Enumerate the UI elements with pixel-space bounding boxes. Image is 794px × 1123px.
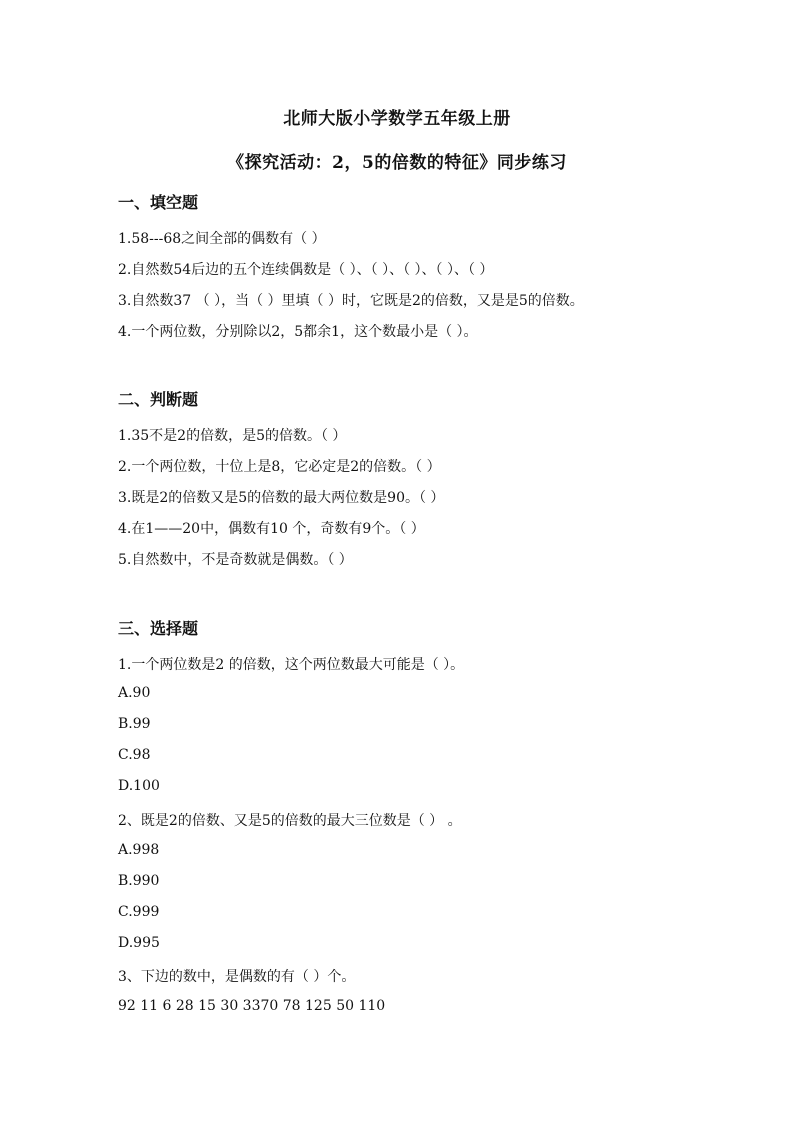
question-line: 2、既是2的倍数、又是5的倍数的最大三位数是（ ） 。 [118,813,462,829]
question-line: 1.58---68之间全部的偶数有（ ） [118,231,326,247]
question-line: 5.自然数中，不是奇数就是偶数。（ ） [118,552,353,568]
question-line: 3、下边的数中，是偶数的有（ ）个。 [118,969,356,985]
document-title: 北师大版小学数学五年级上册 [283,109,511,129]
question-line: 2.一个两位数，十位上是8，它必定是2的倍数。（ ） [118,459,441,475]
choice-option: C.999 [118,904,160,920]
question-line: 1.35不是2的倍数，是5的倍数。（ ） [118,428,347,444]
question-line: 2.自然数54后边的五个连续偶数是（ ）、（ ）、（ ）、（ ）、（ ） [118,262,494,278]
question-line: 1.一个两位数是2 的倍数，这个两位数最大可能是（ ）。 [118,657,465,673]
choice-option: A.90 [118,685,151,701]
section-heading-multiple-choice: 三、选择题 [118,619,199,638]
choice-option: D.995 [118,935,160,951]
question-line: 3.自然数37 （ ），当（ ）里填（ ）时，它既是2的倍数，又是是5的倍数。 [118,293,584,309]
choice-option: B.99 [118,716,151,732]
choice-option: D.100 [118,778,160,794]
section-heading-fill-in: 一、填空题 [118,193,199,212]
choice-option: C.98 [118,747,151,763]
question-line: 3.既是2的倍数又是5的倍数的最大两位数是90。（ ） [118,490,445,506]
number-list: 92 11 6 28 15 30 3370 78 125 50 110 [118,998,386,1014]
choice-option: A.998 [118,842,160,858]
choice-option: B.990 [118,873,160,889]
document-subtitle: 《探究活动：2，5的倍数的特征》同步练习 [227,153,567,173]
section-heading-true-false: 二、判断题 [118,390,199,409]
question-line: 4.在1——20中，偶数有10 个，奇数有9个。（ ） [118,521,425,537]
question-line: 4.一个两位数，分别除以2，5都余1，这个数最小是（ ）。 [118,324,478,340]
